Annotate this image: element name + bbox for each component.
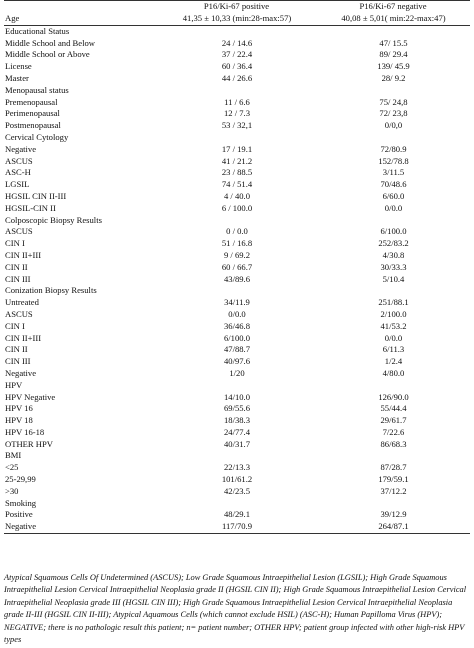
cell-negative: 251/88.1 [378, 297, 409, 308]
row-label: ASC-H [5, 167, 31, 178]
row-label: License [5, 61, 32, 72]
table-row [4, 167, 470, 179]
cell-positive: 48/29.1 [223, 509, 251, 520]
cell-positive [157, 215, 316, 227]
cell-positive: 4 / 40.0 [223, 190, 251, 201]
table-row [4, 392, 470, 404]
cell-positive: 9 / 69.2 [223, 249, 251, 260]
cell-positive: 6/100.0 [223, 332, 251, 343]
cell-positive: 74 / 51.4 [221, 179, 253, 190]
row-label: Postmenopausal [5, 120, 61, 131]
table-row [4, 368, 470, 380]
cell-negative [316, 215, 470, 227]
row-label: Cervical Cytology [5, 131, 69, 142]
row-label: Negative [4, 521, 157, 533]
cell-positive: 23 / 88.5 [221, 167, 253, 178]
row-label: CIN I [5, 320, 25, 331]
cell-negative: 29/61.7 [380, 415, 407, 426]
header-empty [4, 1, 157, 14]
row-label: ASCUS [5, 308, 33, 319]
table-row [4, 427, 470, 439]
table-row [4, 285, 470, 297]
table-row [4, 38, 470, 50]
table-row [4, 321, 470, 333]
cell-positive: 37 / 22.4 [221, 49, 253, 60]
cell-positive [157, 498, 316, 510]
footnote: Atypical Squamous Cells Of Undetermined (ASCUS); Low Grade Squamous Intraepithelial Lesion (LGSIL); High Grade Squamous Intraepithelial Lesion Cervical Intraepithelial Neoplasia grade II (HGSIL CIN II); High Grade Squamous Intraepithelial Lesion Cervical Intraepithelial Neoplasia grade III (HGSIL CIN III); High Grade Squamous Intraepithelial Lesion Cervical Intraepithelial Neoplasia grade II-III (HGSIL CIN II-III); Atypical Aquamous Cells (which cannot exclude HSIL) (ASC-H); Human Papilloma Virus (HPV); NEGATIVE; there is no pathologic result this patient; n= patient number; OTHER HPV; patient group infected with other high-risk HPV types [4, 573, 467, 645]
table-row [4, 450, 470, 462]
cell-positive: 17 / 19.1 [221, 143, 253, 154]
cell-negative: 28/ 9.2 [381, 72, 406, 83]
table-row [4, 156, 470, 168]
cell-positive [157, 380, 316, 392]
row-label: ASCUS [5, 155, 33, 166]
cell-positive [157, 25, 316, 37]
cell-positive: 40/97.6 [223, 356, 251, 367]
row-label: <25 [5, 462, 19, 473]
cell-positive: 11 / 6.6 [224, 96, 250, 107]
cell-negative: 0/0.0 [384, 332, 403, 343]
table-row [4, 120, 470, 132]
table-row [4, 309, 470, 321]
cell-positive: 41 / 21.2 [221, 155, 253, 166]
cell-positive: 47/88.7 [223, 344, 251, 355]
cell-negative: 252/83.2 [378, 238, 409, 249]
table-row [4, 179, 470, 191]
row-label: Colposcopic Biopsy Results [5, 214, 102, 225]
cell-positive: 0/0.0 [228, 308, 246, 319]
cell-negative: 70/48.6 [380, 179, 407, 190]
table-row [4, 521, 470, 533]
table-row [4, 439, 470, 451]
cell-negative: 40,08 ± 5,01( min:22-max:47) [316, 13, 470, 25]
table-row [4, 297, 470, 309]
table-row [4, 486, 470, 498]
row-label: Middle School or Above [5, 49, 90, 60]
cell-negative: 152/78.8 [378, 155, 409, 166]
cell-negative: 126/90.0 [378, 391, 409, 402]
cell-negative: 47/ 15.5 [379, 37, 408, 48]
cell-positive: 53 / 32,1 [221, 120, 253, 131]
cell-negative: 37/12.2 [380, 485, 407, 496]
cell-positive [157, 132, 316, 144]
row-label: Perimenopausal [5, 108, 60, 119]
cell-positive: 18/38.3 [223, 415, 251, 426]
cell-negative: 87/28.7 [380, 462, 407, 473]
table-row [4, 13, 470, 25]
table-row [4, 415, 470, 427]
row-label: CIN III [5, 356, 31, 367]
table-row [4, 474, 470, 486]
row-label: Premenopausal [5, 96, 58, 107]
cell-positive: 43/89.6 [223, 273, 251, 284]
table-row [4, 191, 470, 203]
cell-positive: 6 / 100.0 [221, 202, 253, 213]
table-row [4, 462, 470, 474]
table-row [4, 333, 470, 345]
table-row [4, 215, 470, 227]
row-label: HPV [5, 379, 23, 390]
cell-positive: 40/31.7 [223, 438, 251, 449]
cell-positive: 36/46.8 [223, 320, 251, 331]
cell-positive: 34/11.9 [224, 297, 250, 308]
cell-negative [316, 498, 470, 510]
table-row [4, 73, 470, 85]
table-row [4, 238, 470, 250]
cell-positive: 12 / 7.3 [223, 108, 251, 119]
cell-negative: 4/30.8 [382, 249, 405, 260]
cell-positive: 14/10.0 [223, 391, 251, 402]
cell-positive: 24 / 14.6 [221, 37, 253, 48]
table-body [4, 13, 470, 534]
row-label: Negative [5, 367, 37, 378]
table-row [4, 108, 470, 120]
cell-positive: 0 / 0.0 [226, 226, 248, 237]
row-label: Middle School and Below [5, 37, 95, 48]
header-negative: P16/Ki-67 negative [316, 1, 470, 14]
cell-negative: 75/ 24,8 [379, 96, 408, 107]
row-label: CIN II+III [5, 249, 42, 260]
cell-negative: 6/11.3 [382, 344, 405, 355]
row-label: >30 [5, 485, 19, 496]
table-row [4, 344, 470, 356]
cell-negative [316, 450, 470, 462]
header-positive: P16/Ki-67 positive [157, 1, 316, 14]
cell-negative: 2/100.0 [380, 308, 407, 319]
row-label: HPV 16 [5, 403, 33, 414]
cell-negative: 179/59.1 [378, 474, 409, 485]
cell-positive: 42/23.5 [223, 485, 251, 496]
cell-negative: 6/100.0 [380, 226, 407, 237]
row-label: Untreated [5, 297, 39, 308]
cell-negative [316, 285, 470, 297]
row-label: CIN II+III [5, 332, 42, 343]
row-label: HPV 18 [5, 415, 33, 426]
table-row [4, 144, 470, 156]
table-row [4, 262, 470, 274]
cell-negative [316, 85, 470, 97]
cell-positive: 22/13.3 [223, 462, 251, 473]
row-label: HPV Negative [5, 391, 56, 402]
cell-negative: 72/ 23,8 [379, 108, 408, 119]
row-label: CIN II [5, 344, 28, 355]
cell-negative: 6/60.0 [382, 190, 405, 201]
cell-negative: 39/12.9 [380, 509, 407, 520]
cell-negative [316, 132, 470, 144]
cell-positive: 101/61.2 [221, 474, 253, 485]
table-header-row [4, 1, 470, 14]
row-label: Menopausal status [5, 84, 69, 95]
cell-negative: 5/10.4 [382, 273, 405, 284]
row-label: 25-29,99 [5, 474, 36, 485]
table-row [4, 274, 470, 286]
cell-positive: 60 / 36.4 [221, 61, 253, 72]
table-row [4, 132, 470, 144]
cell-negative: 55/44.4 [380, 403, 407, 414]
cell-positive: 69/55.6 [223, 403, 251, 414]
row-label: CIN III [5, 273, 31, 284]
cell-positive [157, 85, 316, 97]
cell-positive: 41,35 ± 10,33 (min:28-max:57) [157, 13, 316, 25]
row-label: Master [5, 72, 29, 83]
row-label: HGSIL-CIN II [5, 202, 56, 213]
row-label: CIN II [5, 261, 28, 272]
cell-negative: 264/87.1 [316, 521, 470, 533]
row-label: LGSIL [5, 179, 30, 190]
cell-negative: 89/ 29.4 [379, 49, 408, 60]
row-label: OTHER HPV [5, 438, 53, 449]
row-label: Positive [5, 509, 33, 520]
table-row [4, 498, 470, 510]
table-row [4, 61, 470, 73]
cell-negative: 86/68.3 [380, 438, 407, 449]
cell-positive: 51 / 16.8 [221, 238, 253, 249]
cell-negative: 72/80.9 [380, 143, 407, 154]
row-label: Educational Status [5, 25, 70, 36]
cell-negative: 3/11.5 [382, 167, 405, 178]
table-row [4, 25, 470, 37]
row-label: HGSIL CIN II-III [5, 190, 67, 201]
cell-negative: 4/80.0 [382, 367, 405, 378]
row-label: Conization Biopsy Results [5, 285, 97, 296]
cell-negative: 1/2.4 [384, 356, 403, 367]
row-label: ASCUS [5, 226, 33, 237]
table-row [4, 97, 470, 109]
cell-positive [157, 285, 316, 297]
cell-positive: 117/70.9 [157, 521, 316, 533]
row-label: Smoking [5, 497, 37, 508]
row-label: Age [4, 13, 157, 25]
table-row [4, 85, 470, 97]
table-row [4, 380, 470, 392]
table-row [4, 203, 470, 215]
table-row [4, 250, 470, 262]
table-row [4, 403, 470, 415]
cell-negative: 139/ 45.9 [377, 61, 410, 72]
cell-positive: 24/77.4 [223, 426, 251, 437]
cell-positive: 1/20 [229, 367, 245, 378]
cell-negative: 41/53.2 [380, 320, 407, 331]
row-label: Negative [5, 143, 37, 154]
data-table [4, 0, 470, 534]
cell-positive: 60 / 66.7 [221, 261, 253, 272]
cell-negative: 0/0.0 [384, 202, 403, 213]
cell-positive [157, 450, 316, 462]
row-label: BMI [5, 450, 22, 461]
cell-negative [316, 380, 470, 392]
cell-negative: 7/22.6 [382, 426, 405, 437]
cell-negative [316, 25, 470, 37]
table-row [4, 226, 470, 238]
table-row [4, 509, 470, 521]
row-label: CIN I [5, 238, 25, 249]
cell-negative: 0/0,0 [384, 120, 403, 131]
row-label: HPV 16-18 [5, 426, 45, 437]
table-row [4, 356, 470, 368]
cell-negative: 30/33.3 [380, 261, 407, 272]
cell-positive: 44 / 26.6 [221, 72, 253, 83]
table-row [4, 49, 470, 61]
